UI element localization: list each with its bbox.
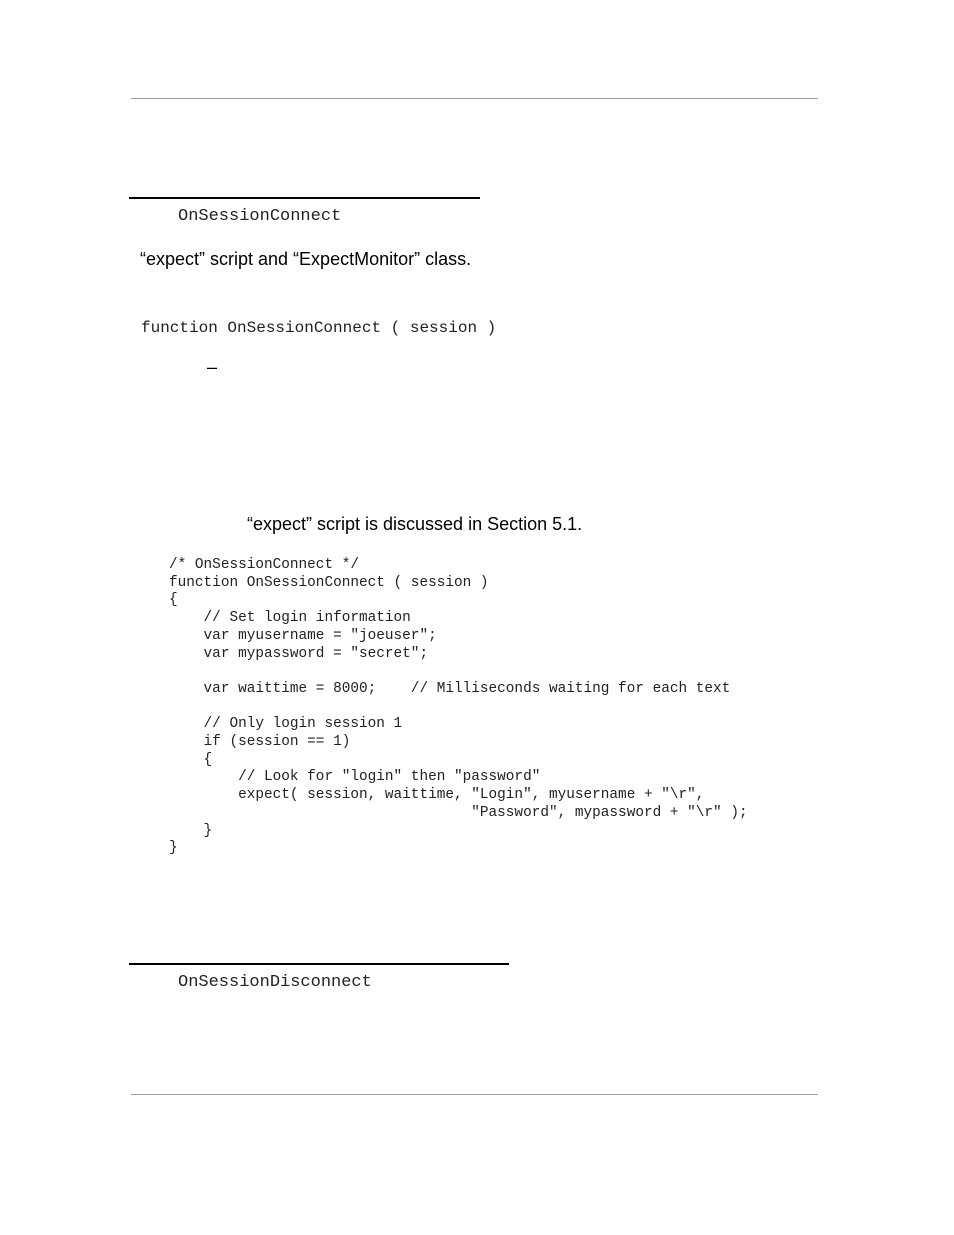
intro-paragraph: “expect” script and “ExpectMonitor” class. xyxy=(140,249,472,269)
list-dash: – xyxy=(207,357,218,377)
header-rule xyxy=(131,98,818,99)
function-signature: function OnSessionConnect ( session ) xyxy=(141,319,497,337)
code-example: /* OnSessionConnect */ function OnSessionConnect ( session ) { // Set login information var myusername = "joeuser"; var mypassword = "secret"; var waittime = 8000; // Milliseconds waiting for each text // Only login session 1 if (session == 1) { // Look for "login" then "password" expect( session, waittime, "Login", myusername + "\r", "Password", mypassword + "\r" ); } } xyxy=(169,557,748,857)
section-rule-onsessionconnect xyxy=(129,197,480,199)
footer-rule xyxy=(131,1094,818,1095)
section-rule-onsessiondisconnect xyxy=(129,963,509,965)
section-heading-onsessiondisconnect: OnSessionDisconnect xyxy=(178,973,372,992)
expect-note: “expect” script is discussed in Section 5.1. xyxy=(247,514,583,534)
section-heading-onsessionconnect: OnSessionConnect xyxy=(178,207,342,226)
